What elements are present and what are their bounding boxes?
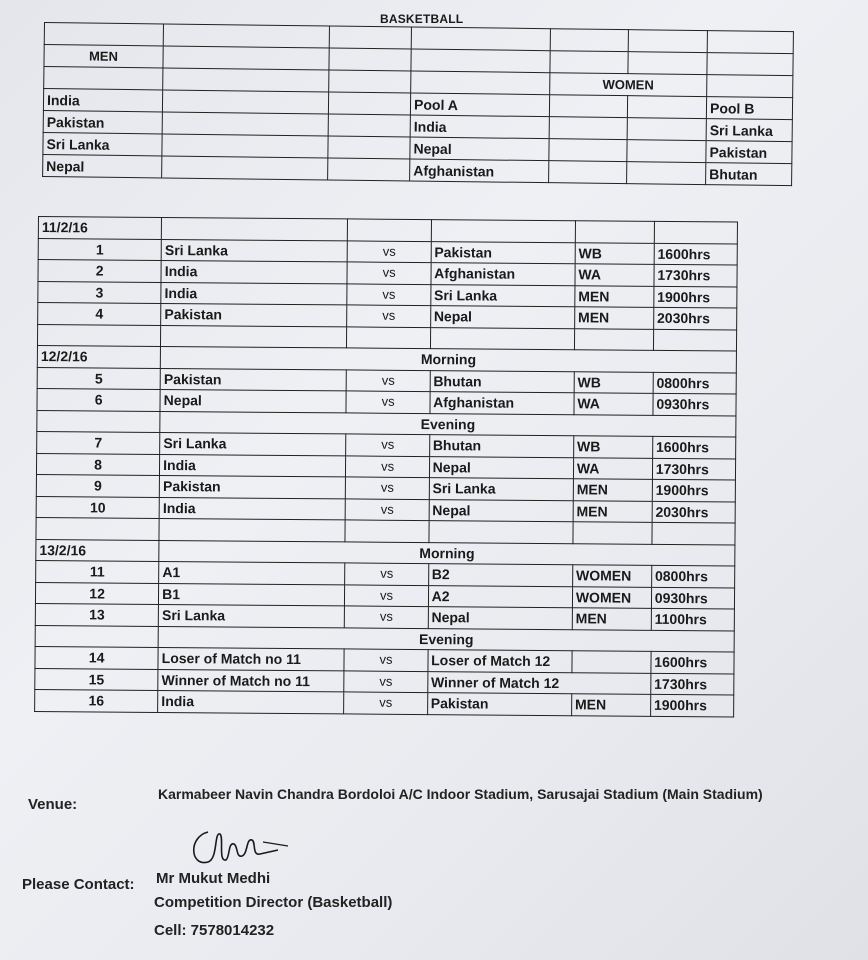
- match-time: 1730hrs: [652, 458, 735, 480]
- vs-label: vs: [346, 391, 429, 413]
- contact-cell: Cell: 7578014232: [154, 922, 275, 939]
- session-label: Evening: [158, 626, 734, 652]
- match-time: 0930hrs: [651, 587, 734, 609]
- schedule-table: [34, 216, 738, 717]
- vs-label: vs: [346, 498, 429, 520]
- match-number: 15: [35, 668, 158, 690]
- match-number: 1: [38, 238, 161, 260]
- contact-label: Please Contact:: [22, 876, 135, 893]
- team-two: Afghanistan: [430, 392, 574, 415]
- category: MEN: [573, 500, 652, 522]
- team-two: A2: [428, 585, 572, 608]
- match-number: 12: [35, 582, 158, 604]
- pool-b-team: Pakistan: [706, 141, 792, 164]
- pool-a-team: Nepal: [410, 137, 549, 161]
- pools-table: [42, 22, 794, 186]
- category: MEN: [571, 694, 650, 716]
- women-label: WOMEN: [549, 73, 707, 97]
- category: MEN: [572, 608, 651, 630]
- category: WB: [575, 242, 654, 264]
- match-time: 1600hrs: [654, 243, 737, 265]
- pool-b-team: Sri Lanka: [706, 119, 792, 142]
- category: MEN: [573, 479, 652, 501]
- match-time: 1730hrs: [651, 673, 734, 695]
- team-two: Nepal: [430, 306, 574, 329]
- category: [572, 651, 651, 673]
- match-time: 1730hrs: [654, 264, 737, 286]
- team-one: Pakistan: [159, 475, 345, 498]
- team-one: India: [160, 454, 346, 477]
- team-two: Loser of Match 12: [428, 650, 572, 673]
- match-number: 9: [36, 474, 159, 496]
- team-one: Sri Lanka: [160, 432, 346, 455]
- team-one: B1: [159, 583, 345, 606]
- match-number: 4: [38, 303, 161, 325]
- vs-label: vs: [345, 606, 428, 628]
- men-label: MEN: [44, 45, 163, 68]
- team-two: Sri Lanka: [430, 284, 574, 307]
- vs-label: vs: [346, 477, 429, 499]
- team-two: Nepal: [428, 607, 572, 630]
- team-one: Loser of Match no 11: [158, 647, 344, 670]
- match-row: [35, 689, 734, 716]
- pool-b-team: Bhutan: [706, 163, 792, 186]
- men-team: Sri Lanka: [43, 132, 162, 155]
- sheet-title: BASKETBALL: [380, 12, 464, 26]
- vs-label: vs: [347, 369, 430, 391]
- session-label: Evening: [160, 411, 736, 437]
- venue-label: Venue:: [28, 796, 78, 813]
- team-two: Sri Lanka: [429, 478, 573, 501]
- team-two: Bhutan: [430, 370, 574, 393]
- match-number: 14: [35, 646, 158, 668]
- team-two: Nepal: [429, 499, 573, 522]
- team-two: B2: [428, 564, 572, 587]
- category: WA: [574, 393, 653, 415]
- contact-role: Competition Director (Basketball): [154, 894, 393, 911]
- vs-label: vs: [344, 670, 427, 692]
- vs-label: vs: [347, 262, 430, 284]
- category: WB: [573, 436, 652, 458]
- pool-b-label: Pool B: [706, 97, 792, 120]
- match-number: 16: [35, 689, 158, 711]
- team-one: India: [159, 497, 345, 520]
- team-two: Pakistan: [431, 241, 575, 264]
- session-label: Morning: [159, 540, 735, 566]
- vs-label: vs: [344, 692, 427, 714]
- match-number: 2: [38, 260, 161, 282]
- date-label: 13/2/16: [36, 539, 159, 561]
- men-team: India: [43, 89, 162, 112]
- date-label: 12/2/16: [37, 345, 160, 367]
- team-one: Sri Lanka: [161, 239, 347, 262]
- match-number: 5: [37, 367, 160, 389]
- match-time: 1900hrs: [654, 286, 737, 308]
- match-number: 10: [36, 496, 159, 518]
- team-two: Pakistan: [427, 693, 571, 716]
- pool-a-team: India: [410, 115, 549, 139]
- contact-name: Mr Mukut Medhi: [156, 870, 271, 887]
- match-number: 7: [37, 431, 160, 453]
- match-time: 0800hrs: [653, 372, 736, 394]
- match-number: 6: [37, 388, 160, 410]
- match-time: 1900hrs: [652, 479, 735, 501]
- session-label: Morning: [160, 346, 736, 372]
- vs-label: vs: [345, 584, 428, 606]
- vs-label: vs: [348, 240, 431, 262]
- team-one: Sri Lanka: [158, 604, 344, 627]
- match-time: 0930hrs: [653, 393, 736, 415]
- vs-label: vs: [346, 434, 429, 456]
- team-one: Winner of Match no 11: [158, 669, 344, 692]
- pool-a-team: Afghanistan: [410, 159, 549, 183]
- team-one: India: [161, 260, 347, 283]
- match-time: 1600hrs: [652, 436, 735, 458]
- team-one: Pakistan: [160, 368, 346, 391]
- category: WOMEN: [572, 586, 651, 608]
- vs-label: vs: [346, 455, 429, 477]
- team-two: Nepal: [429, 456, 573, 479]
- category: WA: [573, 457, 652, 479]
- match-time: 2030hrs: [653, 307, 736, 329]
- team-one: Nepal: [160, 389, 346, 412]
- team-one: Pakistan: [161, 303, 347, 326]
- match-time: 1100hrs: [651, 608, 734, 630]
- match-number: 3: [38, 281, 161, 303]
- team-one: A1: [159, 561, 345, 584]
- vs-label: vs: [347, 305, 430, 327]
- match-number: 13: [35, 603, 158, 625]
- date-label: 11/2/16: [38, 217, 161, 239]
- venue-text: Karmabeer Navin Chandra Bordoloi A/C Indoor Stadium, Sarusajai Stadium (Main Stadium): [158, 786, 763, 802]
- team-one: India: [158, 690, 344, 713]
- vs-label: vs: [347, 283, 430, 305]
- category: WB: [574, 371, 653, 393]
- match-number: 11: [36, 560, 159, 582]
- vs-label: vs: [344, 649, 427, 671]
- men-team: Nepal: [43, 154, 162, 177]
- match-number: 8: [36, 453, 159, 475]
- team-two: Bhutan: [429, 435, 573, 458]
- signature: [178, 812, 298, 872]
- match-time: 1600hrs: [651, 651, 734, 673]
- team-two: Winner of Match 12: [427, 671, 650, 694]
- match-time: 0800hrs: [651, 565, 734, 587]
- category: MEN: [574, 307, 653, 329]
- match-time: 2030hrs: [652, 501, 735, 523]
- category: WA: [575, 264, 654, 286]
- category: MEN: [575, 285, 654, 307]
- team-two: Afghanistan: [431, 263, 575, 286]
- match-time: 1900hrs: [650, 694, 733, 716]
- men-team: Pakistan: [43, 110, 162, 133]
- category: WOMEN: [572, 565, 651, 587]
- team-one: India: [161, 282, 347, 305]
- vs-label: vs: [345, 563, 428, 585]
- pool-a-label: Pool A: [410, 93, 549, 117]
